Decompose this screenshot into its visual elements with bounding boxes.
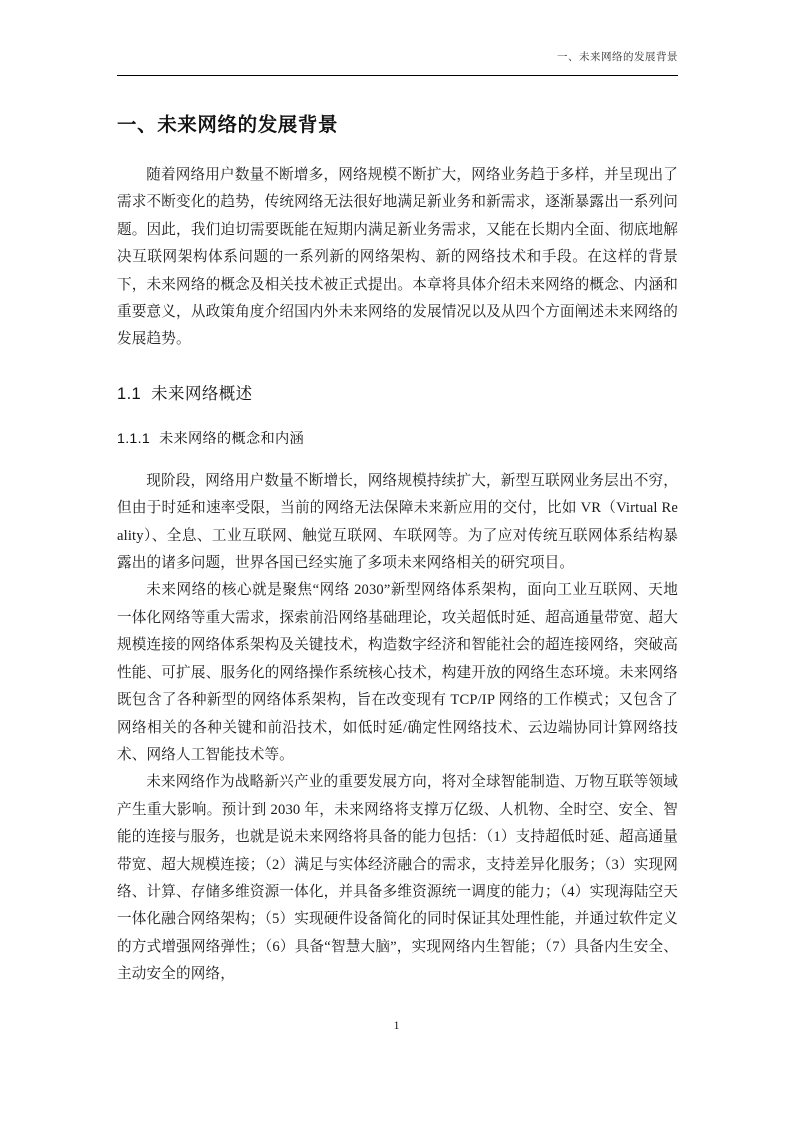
paragraph-core-network-2030: 未来网络的核心就是聚焦“网络 2030”新型网络体系架构，面向工业互联网、天地一体化网络等重大需求，探索前沿网络基础理论，攻关超低时延、超高通量带宽、超大规模连接的网络体系架构及关键技术，构造数字经济和智能社会的超连接网络，突破高性能、可扩展、服务化的网络操作系统核心技术，构建开放的网络生态环境。未来网络既包含了各种新型的网络体系架构，旨在改变现有 TCP/IP 网络的工作模式；又包含了网络相关的各种关键和前沿技术，如低时延/确定性网络技术、云边端协同计算网络技术、网络人工智能技术等。 (117, 582, 678, 763)
section-title-1-1: 未来网络概述 (151, 384, 253, 403)
paragraph-intro: 随着网络用户数量不断增多，网络规模不断扩大，网络业务趋于多样，并呈现出了需求不断变化的趋势，传统网络无法很好地满足新业务和新需求，逐渐暴露出一系列问题。因此，我们迫切需要既能在短期内满足新业务需求，又能在长期内全面、彻底地解决互联网架构体系问题的一系列新的网络架构、新的网络技术和手段。在这样的背景下，未来网络的概念及相关技术被正式提出。本章将具体介绍未来网络的概念、内涵和重要意义，从政策角度介绍国内外未来网络的发展情况以及从四个方面阐述未来网络的发展趋势。 (117, 167, 678, 348)
section-heading-1-1 (117, 381, 678, 407)
section-heading-1-1-1 (117, 428, 678, 450)
section-number-1-1: 1.1 (117, 384, 142, 403)
paragraph-current-stage: 现阶段，网络用户数量不断增长，网络规模持续扩大，新型互联网业务层出不穷，但由于时延和速率受限，当前的网络无法保障未来新应用的交付，比如 VR（Virtual Reality）、全息、工业互联网、触觉互联网、车联网等。为了应对传统互联网体系结构暴露出的诸多问题，世界各国已经实施了多项未来网络相关的研究项目。 (117, 472, 678, 572)
paragraph-strategic-industry: 未来网络作为战略新兴产业的重要发展方向，将对全球智能制造、万物互联等领域产生重大影响。预计到 2030 年，未来网络将支撑万亿级、人机物、全时空、安全、智能的连接与服务，也就是说未来网络将具备的能力包括：（1）支持超低时延、超高通量带宽、超大规模连接；（2）满足与实体经济融合的需求，支持差异化服务；（3）实现网络、计算、存储多维资源一体化，并具备多维资源统一调度的能力；（4）实现海陆空天一体化融合网络架构；（5）实现硬件设备简化的同时保证其处理性能，并通过软件定义的方式增强网络弹性；（6）具备“智慧大脑”，实现网络内生智能；（7）具备内生安全、主动安全的网络， (117, 774, 678, 983)
document-content (117, 100, 678, 989)
page-title: 一、未来网络的发展背景 (117, 114, 339, 136)
section-number-1-1-1: 1.1.1 (117, 430, 151, 447)
running-header: 一、未来网络的发展背景 (557, 51, 678, 63)
section-title-1-1-1: 未来网络的概念和内涵 (159, 430, 304, 447)
header-divider (117, 75, 678, 76)
page-number: 1 (393, 1018, 400, 1032)
